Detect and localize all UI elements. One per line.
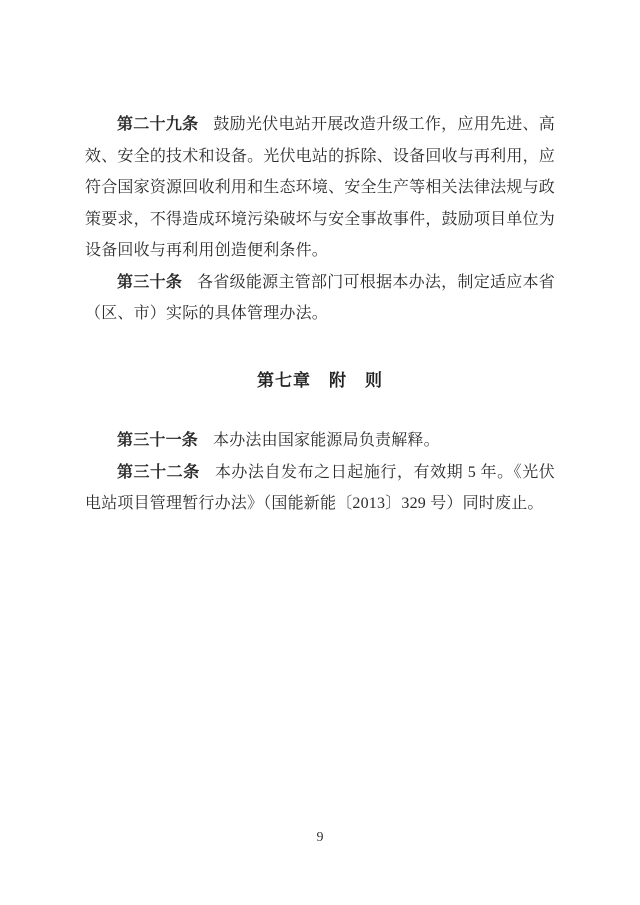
article-31-label: 第三十一条 bbox=[117, 432, 199, 449]
text-line: 设备回收与再利用创造便利条件。 bbox=[85, 242, 329, 259]
chapter-heading: 第七章 附 则 bbox=[257, 370, 383, 390]
article-32-text: 本办法自发布之日起施行，有效期 5 年。《光伏 bbox=[214, 463, 555, 481]
text-line: 电站项目管理暂行办法》（国能新能〔2013〕329 号）同时废止。 bbox=[85, 495, 544, 512]
article-30-paragraph bbox=[85, 267, 555, 330]
text-line bbox=[85, 109, 555, 141]
article-29-text: 鼓励光伏电站开展改造升级工作，应用先进、高 bbox=[213, 116, 555, 133]
text-line: 策要求，不得造成环境污染破坏与安全事故事件，鼓励项目单位为 bbox=[85, 210, 555, 228]
text-line bbox=[85, 267, 555, 299]
text-line bbox=[85, 425, 555, 457]
text-line: 效、安全的技术和设备。光伏电站的拆除、设备回收与再利用，应 bbox=[85, 147, 555, 165]
text-line bbox=[85, 457, 555, 489]
document-body bbox=[85, 109, 555, 520]
article-31-paragraph bbox=[85, 425, 555, 457]
article-30-text: 各省级能源主管部门可根据本办法，制定适应本省 bbox=[197, 273, 555, 291]
article-30-label: 第三十条 bbox=[117, 273, 183, 291]
article-32-paragraph bbox=[85, 457, 555, 520]
text-line: 符合国家资源回收利用和生态环境、安全生产等相关法律法规与政 bbox=[85, 179, 555, 196]
text-line: （区、市）实际的具体管理办法。 bbox=[85, 305, 329, 322]
page-number: 9 bbox=[316, 830, 324, 845]
article-31-text: 本办法由国家能源局负责解释。 bbox=[213, 432, 440, 449]
article-29-paragraph bbox=[85, 109, 555, 267]
article-29-label: 第二十九条 bbox=[117, 116, 199, 133]
article-32-label: 第三十二条 bbox=[117, 463, 200, 481]
